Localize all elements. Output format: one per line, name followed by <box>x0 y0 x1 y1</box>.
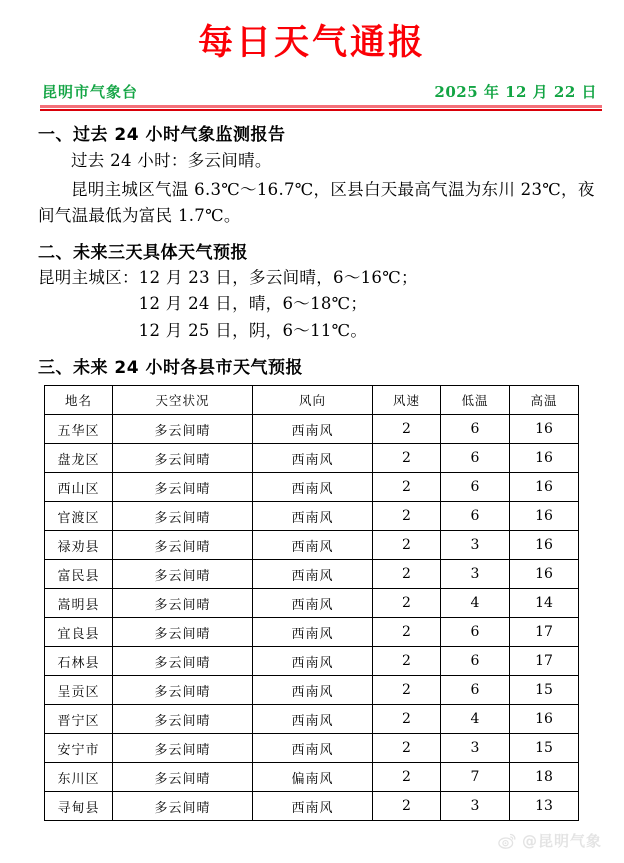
table-row <box>45 763 579 792</box>
cell-high-temp: 15 <box>510 676 579 705</box>
cell-place: 五华区 <box>45 415 113 444</box>
cell-wind-dir: 西南风 <box>253 531 373 560</box>
cell-wind-speed: 2 <box>373 618 441 647</box>
cell-wind-dir: 西南风 <box>253 705 373 734</box>
cell-wind-dir: 西南风 <box>253 618 373 647</box>
cell-wind-speed: 2 <box>373 473 441 502</box>
cell-low-temp: 7 <box>441 763 510 792</box>
table-row <box>45 531 579 560</box>
table-row <box>45 560 579 589</box>
cell-low-temp: 6 <box>441 647 510 676</box>
table-row <box>45 444 579 473</box>
cell-high-temp: 17 <box>510 618 579 647</box>
cell-low-temp: 3 <box>441 531 510 560</box>
cell-sky: 多云间晴 <box>113 473 253 502</box>
column-header-wind-dir: 风向 <box>253 386 373 415</box>
column-header-high-temp: 高温 <box>510 386 579 415</box>
cell-sky: 多云间晴 <box>113 415 253 444</box>
cell-sky: 多云间晴 <box>113 792 253 821</box>
cell-high-temp: 13 <box>510 792 579 821</box>
cell-low-temp: 6 <box>441 415 510 444</box>
cell-high-temp: 16 <box>510 444 579 473</box>
table-row <box>45 676 579 705</box>
table-row <box>45 647 579 676</box>
issuer-row <box>42 81 597 102</box>
cell-place: 晋宁区 <box>45 705 113 734</box>
cell-wind-dir: 西南风 <box>253 589 373 618</box>
section-1-line-1: 过去 24 小时：多云间晴。 <box>71 150 272 170</box>
cell-wind-dir: 西南风 <box>253 502 373 531</box>
cell-place: 宜良县 <box>45 618 113 647</box>
cell-wind-speed: 2 <box>373 647 441 676</box>
cell-high-temp: 14 <box>510 589 579 618</box>
cell-low-temp: 3 <box>441 560 510 589</box>
cell-high-temp: 17 <box>510 647 579 676</box>
table-row <box>45 792 579 821</box>
cell-high-temp: 16 <box>510 705 579 734</box>
cell-wind-dir: 西南风 <box>253 734 373 763</box>
cell-low-temp: 6 <box>441 618 510 647</box>
cell-high-temp: 15 <box>510 734 579 763</box>
cell-low-temp: 3 <box>441 734 510 763</box>
cell-wind-speed: 2 <box>373 531 441 560</box>
cell-place: 盘龙区 <box>45 444 113 473</box>
weibo-icon <box>497 831 517 851</box>
cell-high-temp: 16 <box>510 560 579 589</box>
cell-wind-speed: 2 <box>373 415 441 444</box>
divider-thin-line <box>40 109 602 111</box>
cell-sky: 多云间晴 <box>113 589 253 618</box>
table-row <box>45 415 579 444</box>
issuer-name: 昆明市气象台 <box>42 82 139 101</box>
table-row <box>45 502 579 531</box>
table-header-row <box>45 386 579 415</box>
cell-sky: 多云间晴 <box>113 618 253 647</box>
column-header-wind-speed: 风速 <box>373 386 441 415</box>
cell-sky: 多云间晴 <box>113 647 253 676</box>
cell-wind-dir: 西南风 <box>253 792 373 821</box>
cell-sky: 多云间晴 <box>113 705 253 734</box>
header-divider <box>40 105 602 111</box>
section-2-heading: 二、未来三天具体天气预报 <box>38 242 248 263</box>
cell-place: 呈贡区 <box>45 676 113 705</box>
forecast-line-day-1: 昆明主城区：12 月 23 日，多云间晴，6～16℃； <box>38 267 418 287</box>
cell-wind-speed: 2 <box>373 502 441 531</box>
cell-high-temp: 16 <box>510 531 579 560</box>
section-2-forecast-lines <box>38 265 602 344</box>
column-header-sky: 天空状况 <box>113 386 253 415</box>
cell-wind-speed: 2 <box>373 734 441 763</box>
cell-low-temp: 6 <box>441 444 510 473</box>
divider-thick-line <box>40 105 602 108</box>
cell-wind-dir: 偏南风 <box>253 763 373 792</box>
cell-place: 官渡区 <box>45 502 113 531</box>
cell-low-temp: 6 <box>441 676 510 705</box>
cell-wind-speed: 2 <box>373 705 441 734</box>
cell-low-temp: 4 <box>441 589 510 618</box>
cell-wind-speed: 2 <box>373 676 441 705</box>
cell-place: 安宁市 <box>45 734 113 763</box>
cell-wind-dir: 西南风 <box>253 647 373 676</box>
cell-wind-dir: 西南风 <box>253 676 373 705</box>
cell-wind-speed: 2 <box>373 792 441 821</box>
cell-place: 西山区 <box>45 473 113 502</box>
cell-wind-speed: 2 <box>373 763 441 792</box>
issue-date: 2025 年 12 月 22 日 <box>434 82 597 101</box>
cell-wind-dir: 西南风 <box>253 560 373 589</box>
cell-sky: 多云间晴 <box>113 444 253 473</box>
column-header-low-temp: 低温 <box>441 386 510 415</box>
cell-sky: 多云间晴 <box>113 676 253 705</box>
table-row <box>45 473 579 502</box>
cell-wind-speed: 2 <box>373 589 441 618</box>
weibo-watermark <box>497 830 602 851</box>
table-row <box>45 705 579 734</box>
watermark-label: @昆明气象 <box>521 832 602 850</box>
table-row <box>45 618 579 647</box>
cell-wind-dir: 西南风 <box>253 415 373 444</box>
cell-high-temp: 16 <box>510 473 579 502</box>
column-header-place: 地名 <box>45 386 113 415</box>
section-1-heading: 一、过去 24 小时气象监测报告 <box>38 124 286 145</box>
cell-place: 富民县 <box>45 560 113 589</box>
cell-high-temp: 18 <box>510 763 579 792</box>
cell-wind-dir: 西南风 <box>253 444 373 473</box>
cell-sky: 多云间晴 <box>113 502 253 531</box>
cell-wind-dir: 西南风 <box>253 473 373 502</box>
cell-place: 嵩明县 <box>45 589 113 618</box>
cell-wind-speed: 2 <box>373 444 441 473</box>
cell-high-temp: 16 <box>510 502 579 531</box>
cell-low-temp: 3 <box>441 792 510 821</box>
cell-high-temp: 16 <box>510 415 579 444</box>
cell-place: 寻甸县 <box>45 792 113 821</box>
cell-place: 石林县 <box>45 647 113 676</box>
cell-place: 禄劝县 <box>45 531 113 560</box>
page-title: 每日天气通报 <box>197 22 426 63</box>
cell-wind-speed: 2 <box>373 560 441 589</box>
cell-low-temp: 6 <box>441 473 510 502</box>
cell-low-temp: 6 <box>441 502 510 531</box>
cell-sky: 多云间晴 <box>113 531 253 560</box>
section-1-line-2: 昆明主城区气温 6.3℃～16.7℃，区县白天最高气温为东川 23℃，夜间气温最低为富民 1.7℃。 <box>38 179 595 225</box>
table-body <box>45 415 579 821</box>
cell-sky: 多云间晴 <box>113 734 253 763</box>
table-row <box>45 589 579 618</box>
forecast-line-day-2: 12 月 24 日，晴，6～18℃； <box>138 294 368 314</box>
forecast-line-day-3: 12 月 25 日，阴，6～11℃。 <box>138 320 368 340</box>
section-3-heading: 三、未来 24 小时各县市天气预报 <box>38 358 303 379</box>
cell-sky: 多云间晴 <box>113 560 253 589</box>
cell-low-temp: 4 <box>441 705 510 734</box>
table-row <box>45 734 579 763</box>
county-forecast-table <box>44 385 579 821</box>
cell-place: 东川区 <box>45 763 113 792</box>
cell-sky: 多云间晴 <box>113 763 253 792</box>
